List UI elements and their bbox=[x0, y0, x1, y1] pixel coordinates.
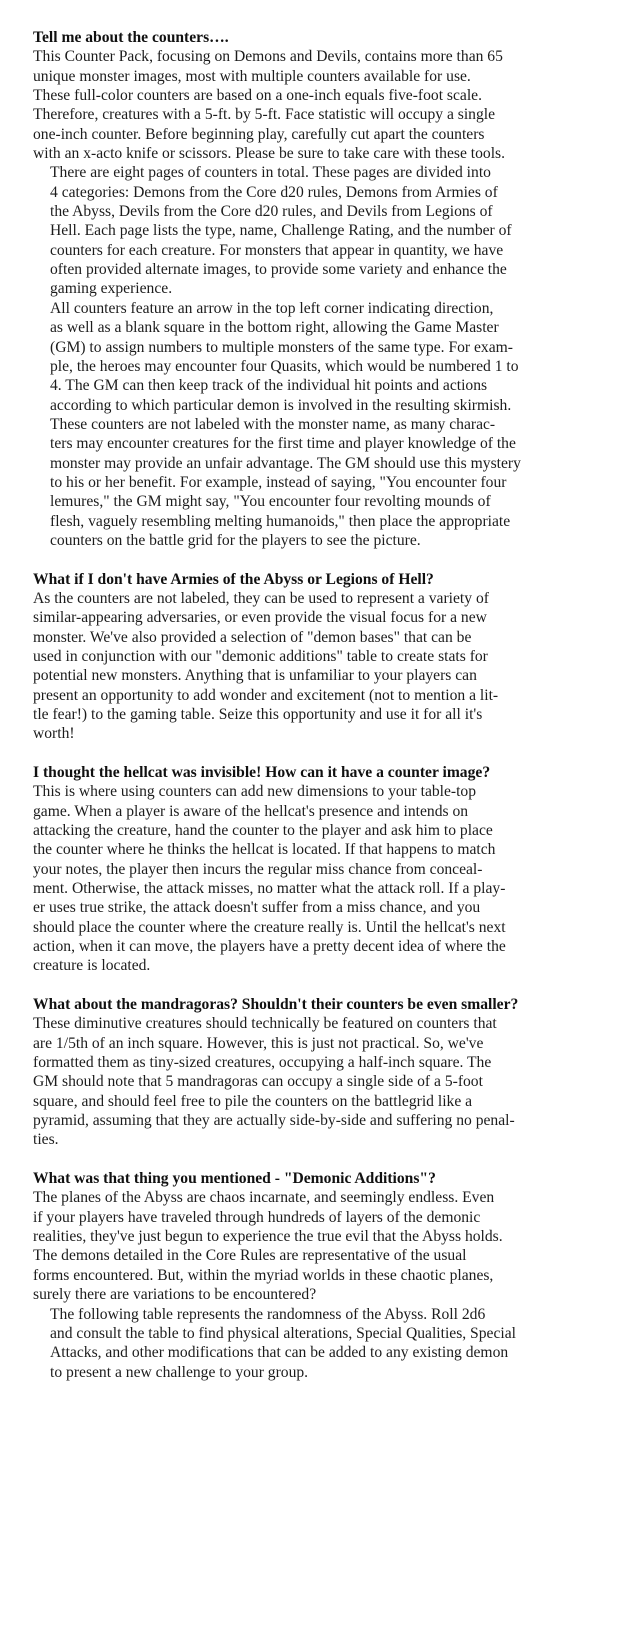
text-line: game. When a player is aware of the hellcat's presence and intends on bbox=[33, 802, 469, 820]
text-line: monster. We've also provided a selection of "demon bases" that can be bbox=[33, 628, 472, 646]
text-line: These diminutive creatures should technically be featured on counters that bbox=[33, 1015, 497, 1033]
faq-section bbox=[33, 763, 601, 976]
text-line: This Counter Pack, focusing on Demons and Devils, contains more than 65 bbox=[33, 48, 503, 66]
text-line: according to which particular demon is involved in the resulting skirmish. bbox=[50, 396, 512, 414]
text-line: ties. bbox=[33, 1131, 59, 1149]
text-line: present an opportunity to add wonder and excitement (not to mention a lit- bbox=[33, 686, 499, 704]
faq-section bbox=[33, 28, 601, 550]
text-line: The demons detailed in the Core Rules are representative of the usual bbox=[33, 1247, 467, 1265]
text-line: pyramid, assuming that they are actually side-by-side and suffering no penal- bbox=[33, 1112, 515, 1130]
body-paragraph bbox=[33, 1188, 601, 1304]
section-heading: Tell me about the counters…. bbox=[33, 29, 229, 46]
text-line: one-inch counter. Before beginning play, carefully cut apart the counters bbox=[33, 125, 485, 143]
text-line: lemures," the GM might say, "You encounter four revolting mounds of bbox=[50, 493, 491, 511]
body-paragraph bbox=[33, 163, 601, 298]
faq-section bbox=[33, 1169, 601, 1382]
faq-section bbox=[33, 570, 601, 744]
text-line: counters on the battle grid for the players to see the picture. bbox=[50, 531, 421, 549]
text-line: formatted them as tiny-sized creatures, occupying a half-inch square. The bbox=[33, 1054, 492, 1072]
text-line: your notes, the player then incurs the regular miss chance from conceal- bbox=[33, 860, 483, 878]
text-line: The planes of the Abyss are chaos incarnate, and seemingly endless. Even bbox=[33, 1189, 495, 1207]
text-line: to his or her benefit. For example, instead of saying, "You encounter four bbox=[50, 473, 507, 491]
body-paragraph bbox=[33, 1305, 601, 1382]
text-line: GM should note that 5 mandragoras can occupy a single side of a 5-foot bbox=[33, 1073, 483, 1091]
text-line: flesh, vaguely resembling melting humanoids," then place the appropriate bbox=[50, 512, 511, 530]
text-line: Attacks, and other modifications that can be added to any existing demon bbox=[50, 1344, 509, 1362]
text-line: ple, the heroes may encounter four Quasits, which would be numbered 1 to bbox=[50, 357, 519, 375]
text-line: if your players have traveled through hundreds of layers of the demonic bbox=[33, 1208, 481, 1226]
section-heading: What if I don't have Armies of the Abyss or Legions of Hell? bbox=[33, 570, 434, 588]
text-line: These counters are not labeled with the monster name, as many charac- bbox=[50, 415, 496, 433]
text-line: ters may encounter creatures for the first time and player knowledge of the bbox=[50, 435, 516, 453]
text-line: forms encountered. But, within the myriad worlds in these chaotic planes, bbox=[33, 1266, 494, 1284]
text-line: realities, they've just begun to experience the true evil that the Abyss holds. bbox=[33, 1228, 503, 1246]
text-line: the Abyss, Devils from the Core d20 rules, and Devils from Legions of bbox=[50, 203, 493, 221]
text-line: often provided alternate images, to provide some variety and enhance the bbox=[50, 261, 507, 279]
text-line: square, and should feel free to pile the counters on the battlegrid like a bbox=[33, 1092, 473, 1110]
text-line: similar-appearing adversaries, or even provide the visual focus for a new bbox=[33, 609, 487, 627]
text-line: potential new monsters. Anything that is unfamiliar to your players can bbox=[33, 667, 477, 685]
text-line: tle fear!) to the gaming table. Seize this opportunity and use it for all it's bbox=[33, 705, 483, 723]
body-paragraph bbox=[33, 415, 601, 550]
text-line: 4. The GM can then keep track of the individual hit points and actions bbox=[50, 377, 488, 395]
faq-section bbox=[33, 995, 601, 1150]
text-line: used in conjunction with our "demonic additions" table to create stats for bbox=[33, 647, 488, 665]
section-heading: What was that thing you mentioned - "Demonic Additions"? bbox=[33, 1170, 436, 1188]
text-line: the counter where he thinks the hellcat is located. If that happens to match bbox=[33, 841, 496, 859]
text-line: Hell. Each page lists the type, name, Challenge Rating, and the number of bbox=[50, 222, 512, 240]
text-line: These full-color counters are based on a one-inch equals five-foot scale. bbox=[33, 87, 482, 105]
text-line: As the counters are not labeled, they can be used to represent a variety of bbox=[33, 589, 489, 607]
document-page bbox=[33, 28, 601, 1401]
text-line: creature is located. bbox=[33, 957, 151, 975]
text-line: surely there are variations to be encountered? bbox=[33, 1286, 317, 1304]
body-paragraph bbox=[33, 589, 601, 744]
text-line: and consult the table to find physical alterations, Special Qualities, Special bbox=[50, 1324, 516, 1342]
text-line: as well as a blank square in the bottom right, allowing the Game Master bbox=[50, 319, 499, 337]
text-line: The following table represents the randomness of the Abyss. Roll 2d6 bbox=[50, 1305, 486, 1323]
text-line: to present a new challenge to your group. bbox=[50, 1363, 309, 1381]
text-line: gaming experience. bbox=[50, 280, 173, 298]
section-heading: I thought the hellcat was invisible! How can it have a counter image? bbox=[33, 763, 491, 781]
text-line: action, when it can move, the players have a pretty decent idea of where the bbox=[33, 938, 506, 956]
body-paragraph bbox=[33, 299, 601, 415]
text-line: ment. Otherwise, the attack misses, no matter what the attack roll. If a play- bbox=[33, 880, 506, 898]
text-line: 4 categories: Demons from the Core d20 rules, Demons from Armies of bbox=[50, 183, 498, 201]
text-line: unique monster images, most with multiple counters available for use. bbox=[33, 67, 471, 85]
text-line: Therefore, creatures with a 5-ft. by 5-ft. Face statistic will occupy a single bbox=[33, 106, 496, 124]
section-heading: What about the mandragoras? Shouldn't their counters be even smaller? bbox=[33, 996, 519, 1014]
text-line: This is where using counters can add new dimensions to your table-top bbox=[33, 783, 477, 801]
text-line: All counters feature an arrow in the top left corner indicating direction, bbox=[50, 299, 494, 317]
body-paragraph bbox=[33, 47, 601, 163]
text-line: er uses true strike, the attack doesn't suffer from a miss chance, and you bbox=[33, 899, 481, 917]
text-line: are 1/5th of an inch square. However, this is just not practical. So, we've bbox=[33, 1034, 484, 1052]
text-line: (GM) to assign numbers to multiple monsters of the same type. For exam- bbox=[50, 338, 513, 356]
text-line: counters for each creature. For monsters that appear in quantity, we have bbox=[50, 241, 504, 259]
text-line: with an x-acto knife or scissors. Please be sure to take care with these tools. bbox=[33, 145, 506, 163]
text-line: There are eight pages of counters in total. These pages are divided into bbox=[50, 164, 491, 182]
body-paragraph bbox=[33, 1014, 601, 1149]
text-line: attacking the creature, hand the counter to the player and ask him to place bbox=[33, 822, 493, 839]
text-line: monster may provide an unfair advantage. The GM should use this mystery bbox=[50, 454, 521, 472]
body-paragraph bbox=[33, 782, 601, 975]
text-line: worth! bbox=[33, 725, 75, 743]
text-line: should place the counter where the creature really is. Until the hellcat's next bbox=[33, 918, 506, 936]
